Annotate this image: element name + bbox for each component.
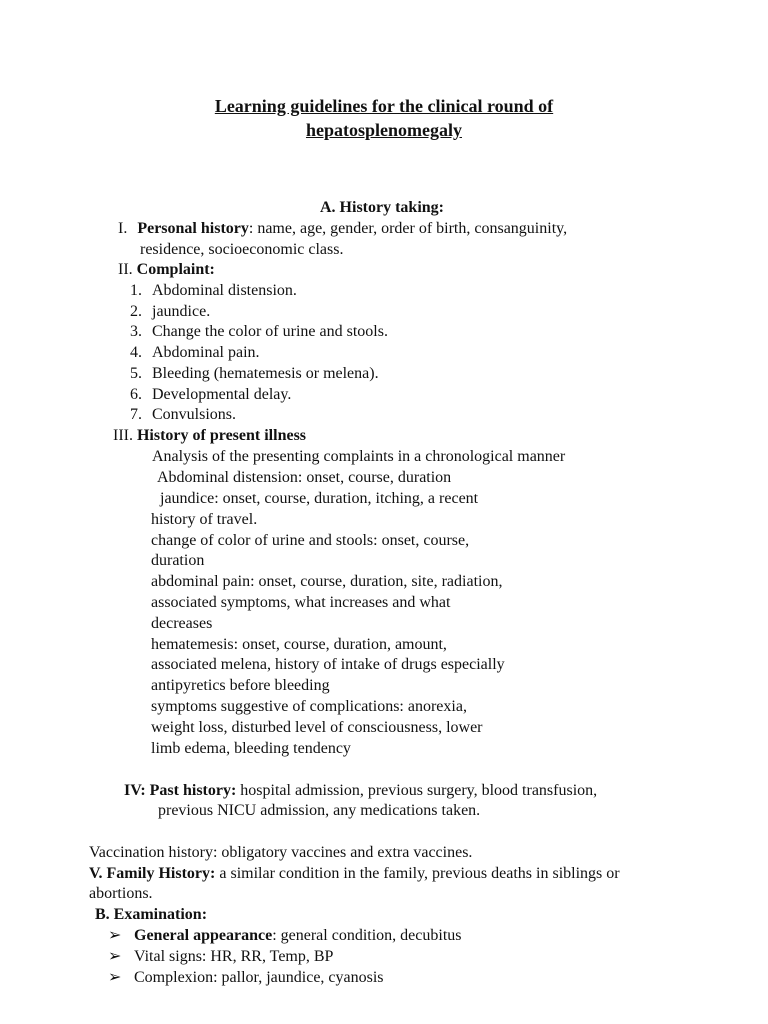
- complaint-item-text: Abdominal distension.: [152, 282, 297, 299]
- past-history-text-2: previous NICU admission, any medications taken.: [158, 802, 481, 819]
- personal-numeral: I.: [118, 220, 128, 237]
- title-line-1: Learning guidelines for the clinical round of: [214, 96, 554, 116]
- present-illness-line: antipyretics before bleeding: [151, 677, 330, 694]
- complexion-text: Complexion: pallor, jaundice, cyanosis: [134, 969, 384, 986]
- complaint-item-text: Abdominal pain.: [152, 344, 260, 361]
- complaint-item-text: Convulsions.: [152, 406, 237, 423]
- present-illness-line: associated symptoms, what increases and what: [151, 594, 451, 611]
- complaint-item: [130, 302, 211, 322]
- complaint-item-text: Bleeding (hematemesis or melena).: [152, 365, 379, 382]
- complaint-item-text: Change the color of urine and stools.: [152, 323, 388, 340]
- vaccination-history: Vaccination history: obligatory vaccines and extra vaccines.: [89, 844, 473, 861]
- present-illness-line: symptoms suggestive of complications: anorexia,: [151, 698, 467, 715]
- present-illness-line: associated melena, history of intake of drugs especially: [151, 656, 505, 673]
- present-illness-heading: [113, 426, 306, 446]
- complaint-item-number: 4.: [130, 344, 142, 361]
- present-illness-line: jaundice: onset, course, duration, itching, a recent: [160, 490, 479, 507]
- past-history-text-1: hospital admission, previous surgery, blood transfusion,: [236, 782, 598, 799]
- personal-history-line: [118, 219, 567, 239]
- past-history-label: IV: Past history:: [124, 782, 237, 799]
- arrow-bullet-icon: ➢: [108, 927, 122, 944]
- present-illness-line: history of travel.: [151, 511, 258, 528]
- complaint-heading: [118, 260, 215, 280]
- family-history-text-1: a similar condition in the family, previous deaths in siblings or: [215, 865, 620, 882]
- complaint-item-number: 1.: [130, 282, 142, 299]
- present-illness-line: decreases: [151, 615, 213, 632]
- vital-signs-text: Vital signs: HR, RR, Temp, BP: [134, 948, 334, 965]
- exam-item-general: [108, 926, 461, 946]
- arrow-bullet-icon: ➢: [108, 969, 122, 986]
- present-illness-label: History of present illness: [136, 427, 307, 444]
- complaint-item: [130, 322, 388, 342]
- present-illness-line: limb edema, bleeding tendency: [151, 740, 351, 757]
- section-b-heading: B. Examination:: [95, 906, 208, 923]
- present-illness-line: Abdominal distension: onset, course, duration: [157, 469, 452, 486]
- family-history-label: V. Family History:: [89, 865, 216, 882]
- complaint-item-text: jaundice.: [152, 303, 211, 320]
- complaint-item: [130, 343, 260, 363]
- present-illness-line: change of color of urine and stools: onset, course,: [151, 532, 470, 549]
- exam-item-vital: [108, 947, 333, 967]
- present-illness-line: duration: [151, 552, 205, 569]
- complaint-item-number: 3.: [130, 323, 142, 340]
- complaint-item-number: 7.: [130, 406, 142, 423]
- personal-label: Personal history: [137, 220, 249, 237]
- present-illness-line: hematemesis: onset, course, duration, amount,: [151, 636, 447, 653]
- complaint-item: [130, 385, 292, 405]
- section-a-heading: A. History taking:: [320, 199, 444, 216]
- general-appearance-label: General appearance: [134, 927, 273, 944]
- present-illness-line: weight loss, disturbed level of consciousness, lower: [151, 719, 483, 736]
- complaint-item-text: Developmental delay.: [152, 386, 292, 403]
- personal-text-1: : name, age, gender, order of birth, consanguinity,: [248, 220, 568, 237]
- complaint-label: Complaint:: [136, 261, 215, 278]
- title-line-2: hepatosplenomegaly: [305, 120, 462, 140]
- complaint-item: [130, 405, 237, 425]
- personal-text-2: residence, socioeconomic class.: [140, 241, 344, 258]
- family-history-line: [89, 864, 620, 884]
- complaint-item: [130, 281, 297, 301]
- complaint-numeral: II.: [118, 261, 133, 278]
- complaint-item: [130, 364, 379, 384]
- past-history-line: [124, 781, 597, 801]
- present-illness-line: abdominal pain: onset, course, duration, site, radiation,: [151, 573, 503, 590]
- general-appearance-text: : general condition, decubitus: [272, 927, 462, 944]
- family-history-text-2: abortions.: [89, 885, 153, 902]
- exam-item-complexion: [108, 968, 384, 988]
- complaint-item-number: 2.: [130, 303, 142, 320]
- present-illness-numeral: III.: [113, 427, 133, 444]
- arrow-bullet-icon: ➢: [108, 948, 122, 965]
- complaint-item-number: 5.: [130, 365, 142, 382]
- present-illness-line: Analysis of the presenting complaints in a chronological manner: [152, 448, 566, 465]
- complaint-item-number: 6.: [130, 386, 142, 403]
